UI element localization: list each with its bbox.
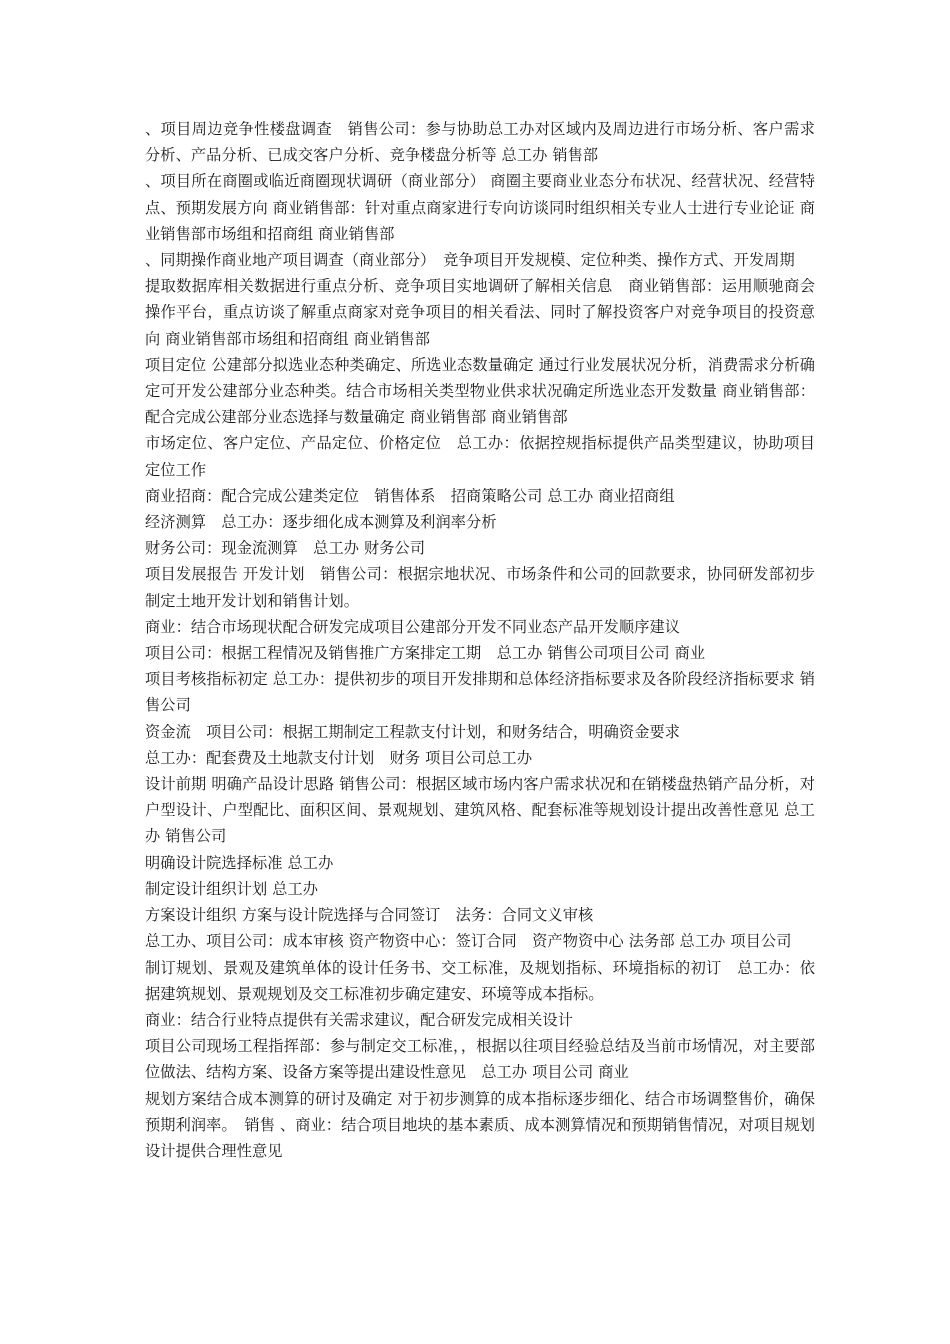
paragraph-commercial-leasing: 商业招商：配合完成公建类定位 销售体系 招商策略公司 总工办 商业招商组 [145, 486, 675, 505]
paragraph-market-survey: 、项目周边竞争性楼盘调查 销售公司：参与协助总工办对区域内及周边进行市场分析、客户需求分析、产品分析、已成交客户分析、竞争楼盘分析等 总工办 销售部 [145, 120, 815, 165]
paragraph-design-prephase: 设计前期 明确产品设计思路 销售公司：根据区域市场内客户需求状况和在销楼盘热销产品分析，对户型设计、户型配比、面积区间、景观规划、建筑风格、配套标准等规划设计提出改善性意见 总工办 销售公司 [145, 775, 815, 846]
paragraph-site-engineering: 项目公司现场工程指挥部：参与制定交工标准，，根据以往项目经验总结及当前市场情况，对主要部位做法、结构方案、设备方案等提出建设性意见 总工办 项目公司 商业 [145, 1037, 815, 1082]
paragraph-capital-flow: 资金流 项目公司：根据工期制定工程款支付计划，和财务结合，明确资金要求 [145, 722, 681, 741]
paragraph-market-positioning: 市场定位、客户定位、产品定位、价格定位 总工办：依据控规指标提供产品类型建议，协助项目定位工作 [145, 434, 815, 479]
paragraph-commercial-needs: 商业：结合行业特点提供有关需求建议，配合研发完成相关设计 [145, 1010, 574, 1029]
document-body [145, 116, 815, 1164]
paragraph-scheme-design: 方案设计组织 方案与设计院选择与合同签订 法务：合同文义审核 [145, 906, 594, 925]
paragraph-economic-calc: 经济测算 总工办：逐步细化成本测算及利润率分析 [145, 513, 497, 532]
paragraph-commercial-sequence: 商业：结合市场现状配合研发完成项目公建部分开发不同业态产品开发顺序建议 [145, 617, 681, 636]
paragraph-project-positioning: 项目定位 公建部分拟选业态种类确定、所选业态数量确定 通过行业发展状况分析，消费需求分析确定可开发公建部分业态种类。结合市场相关类型物业供求状况确定所选业态开发数量 商业销售部：配合完成公建部分业态选择与数量确定 商业销售部 商业销售部 [145, 355, 815, 427]
paragraph-database-analysis: 提取数据库相关数据进行重点分析、竞争项目实地调研了解相关信息 商业销售部：运用顺驰商会操作平台，重点访谈了解重点商家对竞争项目的相关看法、同时了解投资客户对竞争项目的投资意向 商业销售部市场组和招商组 商业销售部 [145, 277, 815, 348]
paragraph-design-plan: 制定设计组织计划 总工办 [145, 879, 319, 898]
paragraph-cashflow: 财务公司：现金流测算 总工办 财务公司 [145, 539, 426, 558]
paragraph-schedule: 项目公司：根据工程情况及销售推广方案排定工期 总工办 销售公司项目公司 商业 [145, 644, 706, 663]
paragraph-business-district: 、项目所在商圈或临近商圈现状调研（商业部分） 商圈主要商业业态分布状况、经营状况、经营特点、预期发展方向 商业销售部：针对重点商家进行专向访谈同时组织相关专业人士进行专业论证 商业销售部市场组和招商组 商业销售部 [145, 172, 815, 243]
paragraph-development-report: 项目发展报告 开发计划 销售公司：根据宗地状况、市场条件和公司的回款要求，协同研发部初步制定土地开发计划和销售计划。 [145, 565, 815, 610]
paragraph-kpi: 项目考核指标初定 总工办：提供初步的项目开发排期和总体经济指标要求及各阶段经济指标要求 销售公司 [145, 670, 815, 715]
paragraph-commercial-survey: 、同期操作商业地产项目调查（商业部分） 竞争项目开发规模、定位种类、操作方式、开发周期 [145, 251, 795, 270]
paragraph-land-payment: 总工办：配套费及土地款支付计划 财务 项目公司总工办 [145, 748, 533, 767]
paragraph-design-brief: 制订规划、景观及建筑单体的设计任务书、交工标准，及规划指标、环境指标的初订 总工办：依据建筑规划、景观规划及交工标准初步确定建安、环境等成本指标。 [145, 958, 815, 1003]
paragraph-cost-review: 总工办、项目公司：成本审核 资产物资中心：签订合同 资产物资中心 法务部 总工办 项目公司 [145, 932, 792, 951]
paragraph-planning-review: 规划方案结合成本测算的研讨及确定 对于初步测算的成本指标逐步细化、结合市场调整售价，确保预期利润率。 销售 、商业：结合项目地块的基本素质、成本测算情况和预期销售情况，对项目规划设计提供合理性意见 [145, 1089, 815, 1160]
paragraph-design-institute-criteria: 明确设计院选择标准 总工办 [145, 853, 334, 872]
